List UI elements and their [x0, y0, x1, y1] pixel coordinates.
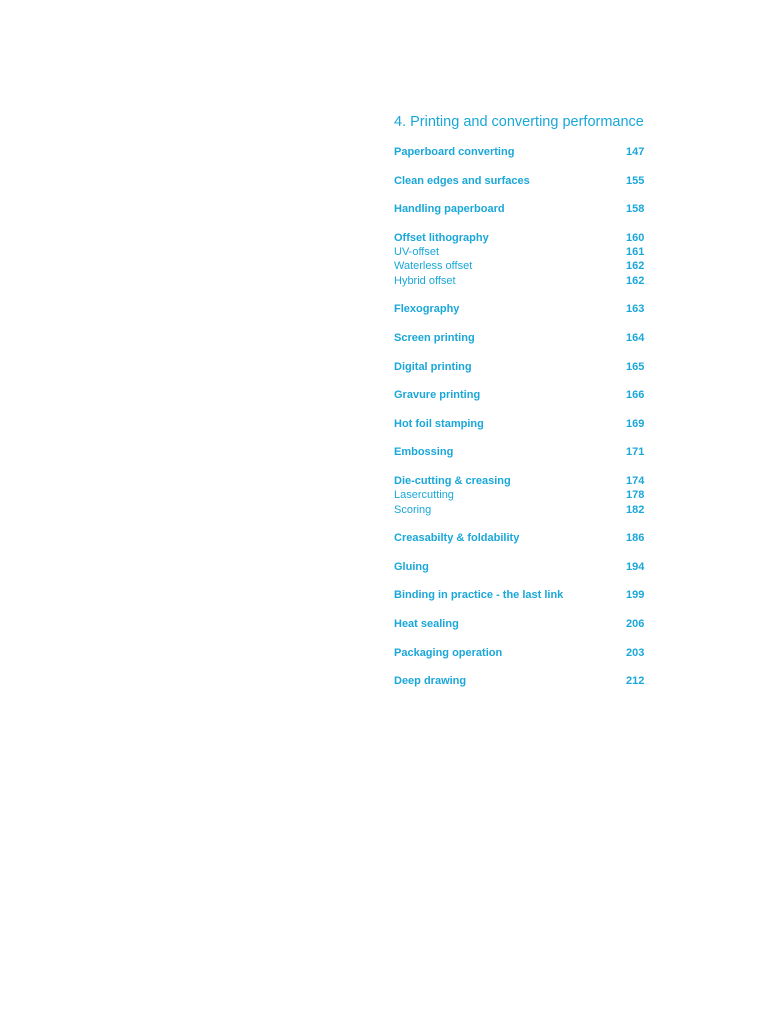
toc-entry-label: Creasabilty & foldability: [394, 532, 520, 545]
toc-entry-page: 155: [626, 174, 645, 187]
toc-entry-label: Lasercutting: [394, 489, 454, 502]
toc-entry-page: 178: [626, 489, 645, 502]
toc-entry-label: Deep drawing: [394, 675, 467, 688]
toc-entry-page: 206: [626, 617, 645, 630]
toc-entry[interactable]: [394, 259, 646, 273]
toc-entry-page: 212: [626, 675, 645, 688]
toc-entry[interactable]: [394, 674, 646, 688]
section-title: 4. Printing and converting performance: [394, 114, 644, 130]
toc-entry-label: Embossing: [394, 446, 454, 459]
toc-entry-label: Flexography: [394, 303, 460, 316]
toc-entry[interactable]: [394, 503, 646, 517]
toc-entry-label: Screen printing: [394, 331, 475, 344]
toc-entry-page: 147: [626, 146, 645, 158]
toc-entry[interactable]: [394, 302, 646, 316]
toc-entry-label: Die-cutting & creasing: [394, 474, 511, 487]
toc-entry-label: Packaging operation: [394, 646, 503, 659]
toc-entry-label: Handling paperboard: [394, 203, 505, 216]
toc-entry-label: Clean edges and surfaces: [394, 174, 530, 187]
toc-entry[interactable]: [394, 588, 646, 602]
toc-entry[interactable]: [394, 245, 646, 259]
toc-entry-page: 166: [626, 389, 645, 402]
toc-entry-page: 163: [626, 303, 645, 316]
toc-entry-page: 165: [626, 360, 645, 373]
toc-entry-label: Binding in practice - the last link: [394, 589, 564, 602]
toc-entry[interactable]: [394, 646, 646, 660]
toc-entry-label: Gluing: [394, 560, 429, 573]
toc-entry[interactable]: [394, 531, 646, 545]
toc-entry-label: Digital printing: [394, 360, 472, 373]
toc-entry-page: 162: [626, 260, 645, 273]
toc-entry-page: 160: [626, 231, 645, 244]
toc-entry-page: 158: [626, 203, 645, 216]
toc-entry[interactable]: [394, 417, 646, 431]
toc-entry[interactable]: [394, 617, 646, 631]
toc-entry-page: 194: [626, 560, 645, 573]
toc-entry[interactable]: [394, 274, 646, 288]
toc-entry[interactable]: [394, 145, 646, 159]
toc-entry-page: 162: [626, 274, 645, 287]
toc-entry-page: 182: [626, 503, 645, 516]
toc-entry-label: Hot foil stamping: [394, 417, 484, 430]
toc-entry-label: Scoring: [394, 503, 432, 516]
toc-entry-page: 161: [626, 246, 645, 259]
toc-entry-page: 203: [626, 646, 645, 659]
toc-entry[interactable]: [394, 560, 646, 574]
toc-entry-page: 169: [626, 417, 645, 430]
toc-entry[interactable]: [394, 488, 646, 502]
toc-entry-label: Hybrid offset: [394, 274, 456, 287]
toc-entry-label: Paperboard converting: [394, 146, 515, 158]
toc-entry-label: Gravure printing: [394, 389, 481, 402]
toc-entry-label: Waterless offset: [394, 260, 473, 273]
toc-entry[interactable]: [394, 174, 646, 188]
toc-entry[interactable]: [394, 388, 646, 402]
toc-entry[interactable]: [394, 331, 646, 345]
toc-entry[interactable]: [394, 360, 646, 374]
table-of-contents: [394, 112, 694, 688]
toc-entry-label: UV-offset: [394, 246, 440, 259]
toc-entry-page: 174: [626, 474, 645, 487]
toc-entry[interactable]: [394, 202, 646, 216]
toc-entry[interactable]: [394, 445, 646, 459]
toc-entry-page: 199: [626, 589, 645, 602]
toc-entry-page: 186: [626, 532, 645, 545]
toc-entry[interactable]: [394, 231, 646, 245]
toc-entry-label: Offset lithography: [394, 231, 489, 244]
toc-entry[interactable]: [394, 474, 646, 488]
toc-entry-page: 171: [626, 446, 645, 459]
toc-entry-page: 164: [626, 331, 645, 344]
toc-entry-label: Heat sealing: [394, 617, 459, 630]
